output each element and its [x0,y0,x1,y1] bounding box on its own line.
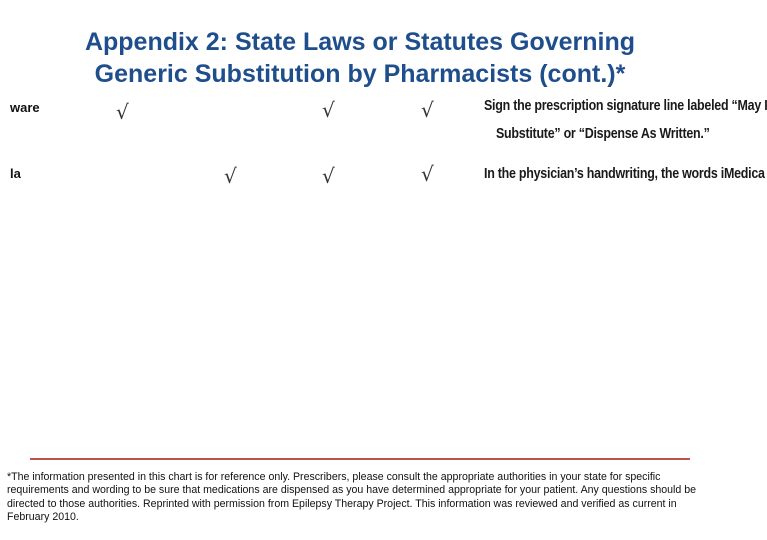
title-line-1: Appendix 2: State Laws or Statutes Governing [84,28,636,56]
table-fragment [0,92,767,188]
requirement-text: In the physician’s handwriting, the words iMedica [484,166,765,182]
check-mark-icon: √ [224,164,237,188]
check-mark-icon: √ [322,98,335,122]
check-mark-icon: √ [322,164,335,188]
footnote-divider [30,458,690,460]
title-line-2: Generic Substitution by Pharmacists (cont.)* [94,60,626,88]
slide-title [20,26,700,90]
state-label: la [10,166,21,181]
check-mark-icon: √ [116,100,129,124]
requirement-text: Substitute” or “Dispense As Written.” [496,126,710,142]
state-label: ware [10,100,40,115]
check-mark-icon: √ [421,98,434,122]
footnote: *The information presented in this chart is for reference only. Prescribers, please consult the appropriate authorities in your state for specific requirements and wording to be sure that medications are dispensed as you have determined appropriate for your patient. Any questions should be directed to those authorities. Reprinted with permission from Epilepsy Therapy Project. This information was reviewed and verified as current in February 2010. [7,471,697,524]
requirement-text: Sign the prescription signature line labeled “May I [484,98,767,114]
check-mark-icon: √ [421,162,434,186]
